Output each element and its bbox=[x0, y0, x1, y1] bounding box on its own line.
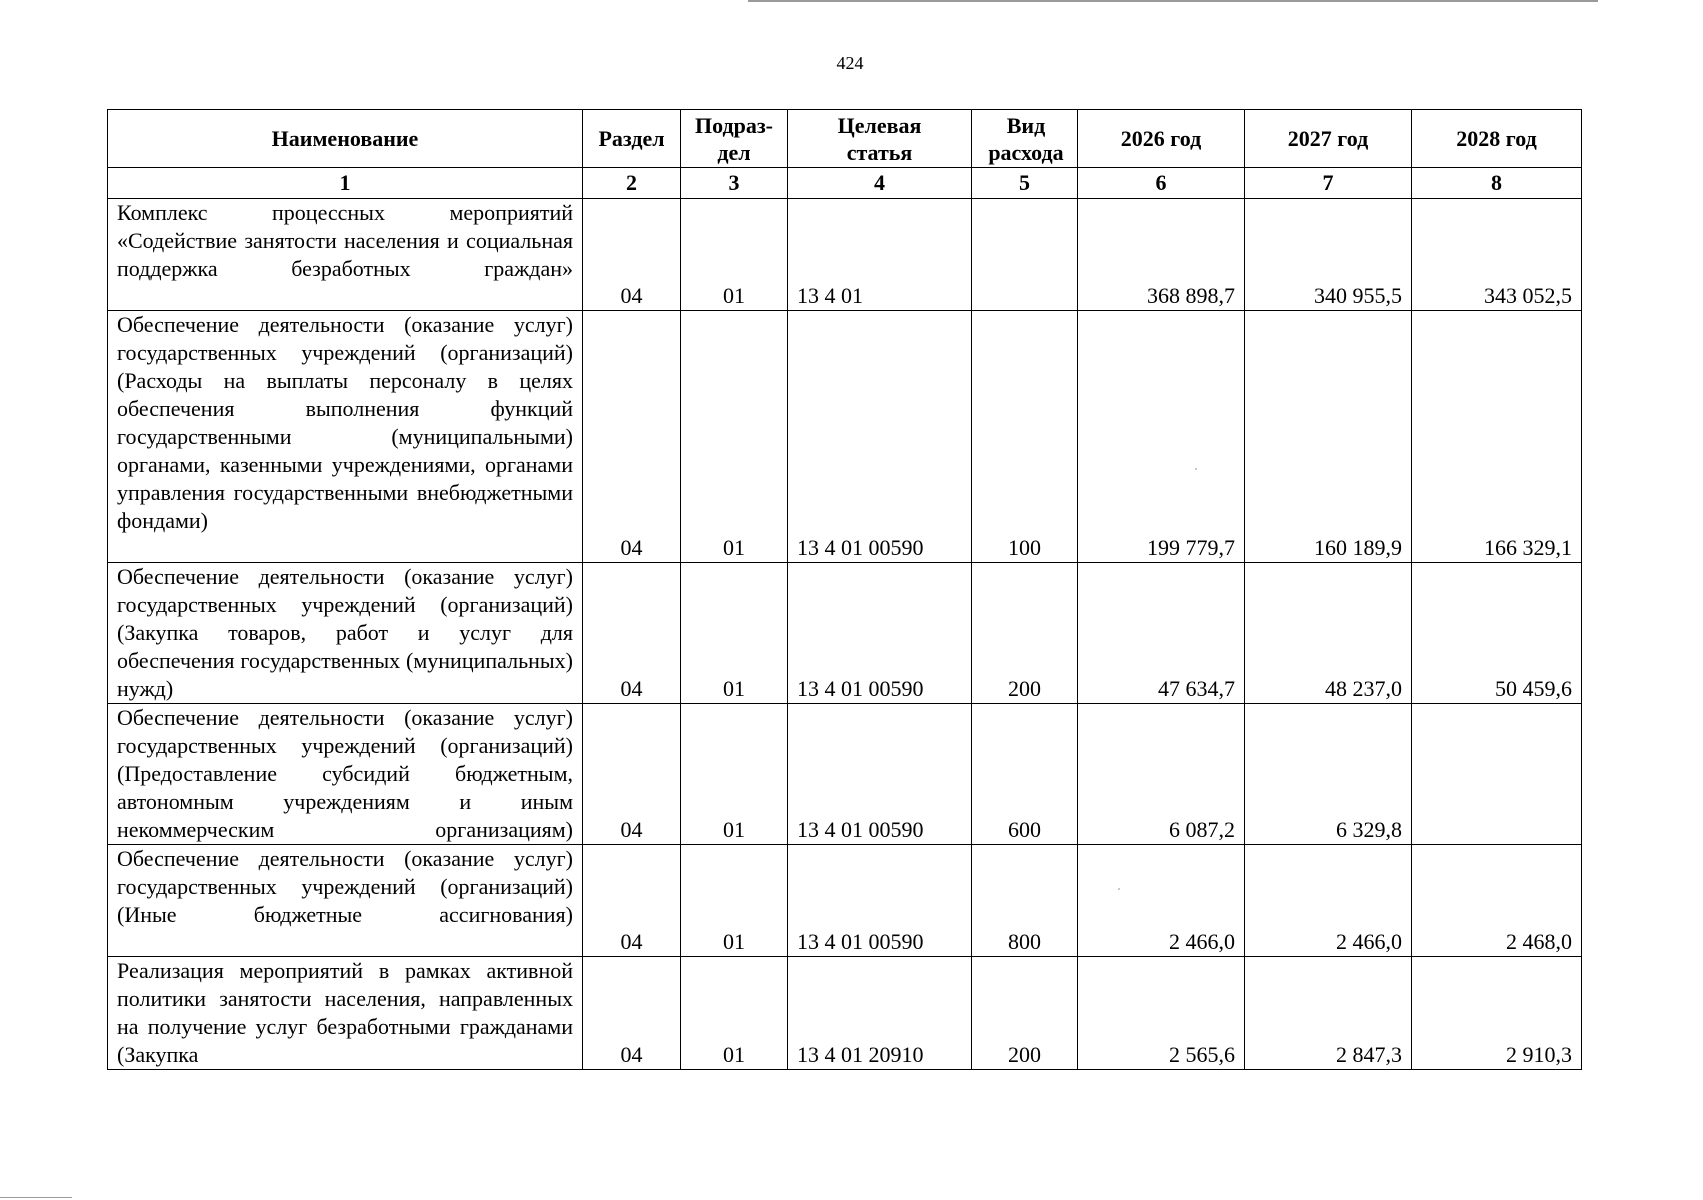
row-amount-2026: 2 466,0 bbox=[1078, 845, 1245, 957]
row-target-article: 13 4 01 00590 bbox=[788, 563, 972, 704]
row-section: 04 bbox=[583, 957, 681, 1070]
row-target-article: 13 4 01 00590 bbox=[788, 845, 972, 957]
row-amount-2026: 368 898,7 bbox=[1078, 199, 1245, 311]
page-number: 424 bbox=[836, 53, 864, 73]
row-subsection: 01 bbox=[681, 845, 788, 957]
table-row bbox=[108, 563, 1582, 704]
row-amount-2026: 6 087,2 bbox=[1078, 704, 1245, 845]
table-row bbox=[108, 704, 1582, 845]
row-expense-type: 800 bbox=[972, 845, 1078, 957]
column-number: 3 bbox=[681, 168, 788, 199]
row-section: 04 bbox=[583, 311, 681, 563]
row-amount-2027: 2 847,3 bbox=[1245, 957, 1412, 1070]
header-section: Раздел bbox=[583, 110, 681, 168]
row-section: 04 bbox=[583, 845, 681, 957]
row-subsection: 01 bbox=[681, 704, 788, 845]
header-year-2026: 2026 год bbox=[1078, 110, 1245, 168]
header-expense-type-label: Вид расхода bbox=[988, 112, 1064, 165]
scan-speck bbox=[1195, 468, 1197, 470]
row-name: Обеспечение деятельности (оказание услуг) государственных учреждений (организаций) (Расходы на выплаты персоналу в целях обеспечения выполнения функций государственными (муниципальными) органами, казенными учреждениями, органами управления государственными внебюджетными фондами) bbox=[108, 311, 583, 563]
column-number: 7 bbox=[1245, 168, 1412, 199]
row-amount-2026: 2 565,6 bbox=[1078, 957, 1245, 1070]
header-row bbox=[108, 110, 1582, 168]
header-expense-type bbox=[972, 110, 1078, 168]
table-row bbox=[108, 957, 1582, 1070]
row-section: 04 bbox=[583, 199, 681, 311]
scan-speck bbox=[1118, 888, 1120, 890]
top-scan-rule bbox=[748, 0, 1598, 2]
row-amount-2027: 48 237,0 bbox=[1245, 563, 1412, 704]
header-target-article bbox=[788, 110, 972, 168]
row-name: Комплекс процессных мероприятий «Содействие занятости населения и социальная поддержка безработных граждан» bbox=[108, 199, 583, 311]
row-amount-2028: 166 329,1 bbox=[1412, 311, 1582, 563]
row-amount-2027: 2 466,0 bbox=[1245, 845, 1412, 957]
corner-scan-mark bbox=[0, 1197, 72, 1198]
header-year-2028: 2028 год bbox=[1412, 110, 1582, 168]
row-amount-2028: 50 459,6 bbox=[1412, 563, 1582, 704]
row-amount-2027: 6 329,8 bbox=[1245, 704, 1412, 845]
row-expense-type bbox=[972, 199, 1078, 311]
row-subsection: 01 bbox=[681, 957, 788, 1070]
row-amount-2027: 160 189,9 bbox=[1245, 311, 1412, 563]
row-name: Обеспечение деятельности (оказание услуг) государственных учреждений (организаций) (Предоставление субсидий бюджетным, автономным учреждениям и иным некоммерческим организациям) bbox=[108, 704, 583, 845]
row-target-article: 13 4 01 20910 bbox=[788, 957, 972, 1070]
row-target-article: 13 4 01 00590 bbox=[788, 311, 972, 563]
row-amount-2028: 343 052,5 bbox=[1412, 199, 1582, 311]
column-number: 2 bbox=[583, 168, 681, 199]
table-row bbox=[108, 845, 1582, 957]
row-subsection: 01 bbox=[681, 311, 788, 563]
row-amount-2028: 2 468,0 bbox=[1412, 845, 1582, 957]
column-number: 4 bbox=[788, 168, 972, 199]
row-subsection: 01 bbox=[681, 199, 788, 311]
row-amount-2026: 199 779,7 bbox=[1078, 311, 1245, 563]
row-amount-2028: 2 910,3 bbox=[1412, 957, 1582, 1070]
row-name: Реализация мероприятий в рамках активной политики занятости населения, направленных на получение услуг безработными гражданами (Закупка bbox=[108, 957, 583, 1070]
row-target-article: 13 4 01 00590 bbox=[788, 704, 972, 845]
row-name: Обеспечение деятельности (оказание услуг) государственных учреждений (организаций) (Иные бюджетные ассигнования) bbox=[108, 845, 583, 957]
row-section: 04 bbox=[583, 563, 681, 704]
header-target-article-label: Целевая статья bbox=[837, 112, 922, 165]
row-expense-type: 100 bbox=[972, 311, 1078, 563]
budget-table bbox=[107, 109, 1582, 1070]
header-subsection-label: Подраз-дел bbox=[694, 112, 773, 165]
row-expense-type: 200 bbox=[972, 957, 1078, 1070]
row-target-article: 13 4 01 bbox=[788, 199, 972, 311]
column-number: 1 bbox=[108, 168, 583, 199]
column-number-row bbox=[108, 168, 1582, 199]
row-amount-2027: 340 955,5 bbox=[1245, 199, 1412, 311]
header-name: Наименование bbox=[108, 110, 583, 168]
row-section: 04 bbox=[583, 704, 681, 845]
row-expense-type: 600 bbox=[972, 704, 1078, 845]
header-subsection bbox=[681, 110, 788, 168]
row-expense-type: 200 bbox=[972, 563, 1078, 704]
table-row bbox=[108, 199, 1582, 311]
row-amount-2028 bbox=[1412, 704, 1582, 845]
row-name: Обеспечение деятельности (оказание услуг) государственных учреждений (организаций) (Закупка товаров, работ и услуг для обеспечения государственных (муниципальных) нужд) bbox=[108, 563, 583, 704]
table-row bbox=[108, 311, 1582, 563]
row-amount-2026: 47 634,7 bbox=[1078, 563, 1245, 704]
row-subsection: 01 bbox=[681, 563, 788, 704]
column-number: 6 bbox=[1078, 168, 1245, 199]
header-year-2027: 2027 год bbox=[1245, 110, 1412, 168]
column-number: 8 bbox=[1412, 168, 1582, 199]
column-number: 5 bbox=[972, 168, 1078, 199]
